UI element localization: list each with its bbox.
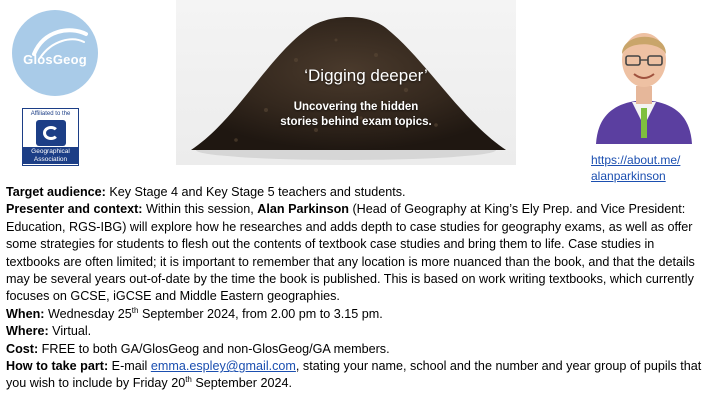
soil-hero-image — [176, 0, 516, 165]
ga-affiliation-badge — [22, 108, 79, 166]
how-post: , stating your name, school and the number and year group of pupils that you wish to include by Friday 20 — [6, 359, 702, 391]
presenter-profile-link[interactable] — [591, 152, 680, 184]
cost-text: FREE to both GA/GlosGeog and non-GlosGeog/GA members. — [38, 341, 390, 356]
presenter-context-label: Presenter and context: — [6, 202, 143, 217]
when-pre: Wednesday 25 — [44, 306, 132, 321]
presenter-context-text: (Head of Geography at King’s Ely Prep. and Vice President: Education, RGS-IBG) will explore how he researches and adds depth to case studies for geography exams, as well as offer some strategies for students to flesh out the contents of textbook case studies and bring them to life. Case studies in textbooks are often limited; it is important to remember that any location is more nuanced than the book, and that the details may be several years out-of-date by the time the book is published. This is based on work writing textbooks, which currently focuses on GCSE, iGCSE and Middle Eastern geographies. — [6, 202, 695, 304]
how-end: September 2024. — [191, 376, 292, 391]
target-audience-label: Target audience: — [6, 185, 106, 199]
where-label: Where: — [6, 324, 49, 339]
presenter-context — [6, 201, 708, 305]
presenter-name: Alan Parkinson — [257, 202, 349, 217]
presenter-photo — [588, 16, 700, 144]
how-sup: th — [185, 375, 192, 385]
profile-link-line2[interactable]: alanparkinson — [591, 169, 666, 183]
ga-badge-name — [23, 147, 78, 164]
where-text: Virtual. — [48, 324, 92, 339]
event-cost — [6, 341, 708, 358]
when-sup: th — [131, 305, 139, 315]
when-post: September 2024, from 2.00 pm to 3.15 pm. — [138, 306, 383, 321]
how-to-take-part — [6, 358, 708, 393]
presenter-context-intro: Within this session, — [142, 202, 258, 217]
how-label: How to take part: — [6, 359, 109, 374]
when-label: When: — [6, 306, 45, 321]
ga-name-line1: Geographical — [31, 148, 70, 155]
profile-link-line1[interactable]: https://about.me/ — [591, 153, 681, 167]
target-audience-text: Key Stage 4 and Key Stage 5 teachers and students. — [105, 185, 406, 199]
logo-brand-text: GlosGeog — [23, 51, 87, 67]
hero-subtitle-line1: Uncovering the hidden — [293, 101, 419, 113]
ga-badge-top-text: Affiliated to the — [30, 111, 71, 117]
event-details — [6, 184, 708, 393]
hero-subtitle-line2: stories behind exam topics. — [280, 116, 432, 128]
ga-logo-icon — [36, 120, 66, 146]
hero-title: ‘Digging deeper’ — [304, 66, 428, 85]
contact-email-link[interactable]: emma.espley@gmail.com — [150, 359, 296, 374]
glosgeog-logo — [12, 10, 98, 96]
hero-subtitle — [256, 100, 456, 130]
ga-name-line2: Association — [33, 155, 68, 163]
event-when — [6, 306, 708, 323]
target-audience — [6, 184, 708, 201]
how-pre: E-mail — [108, 359, 151, 374]
cost-label: Cost: — [6, 341, 39, 356]
event-where — [6, 323, 708, 340]
header-banner — [0, 0, 711, 185]
